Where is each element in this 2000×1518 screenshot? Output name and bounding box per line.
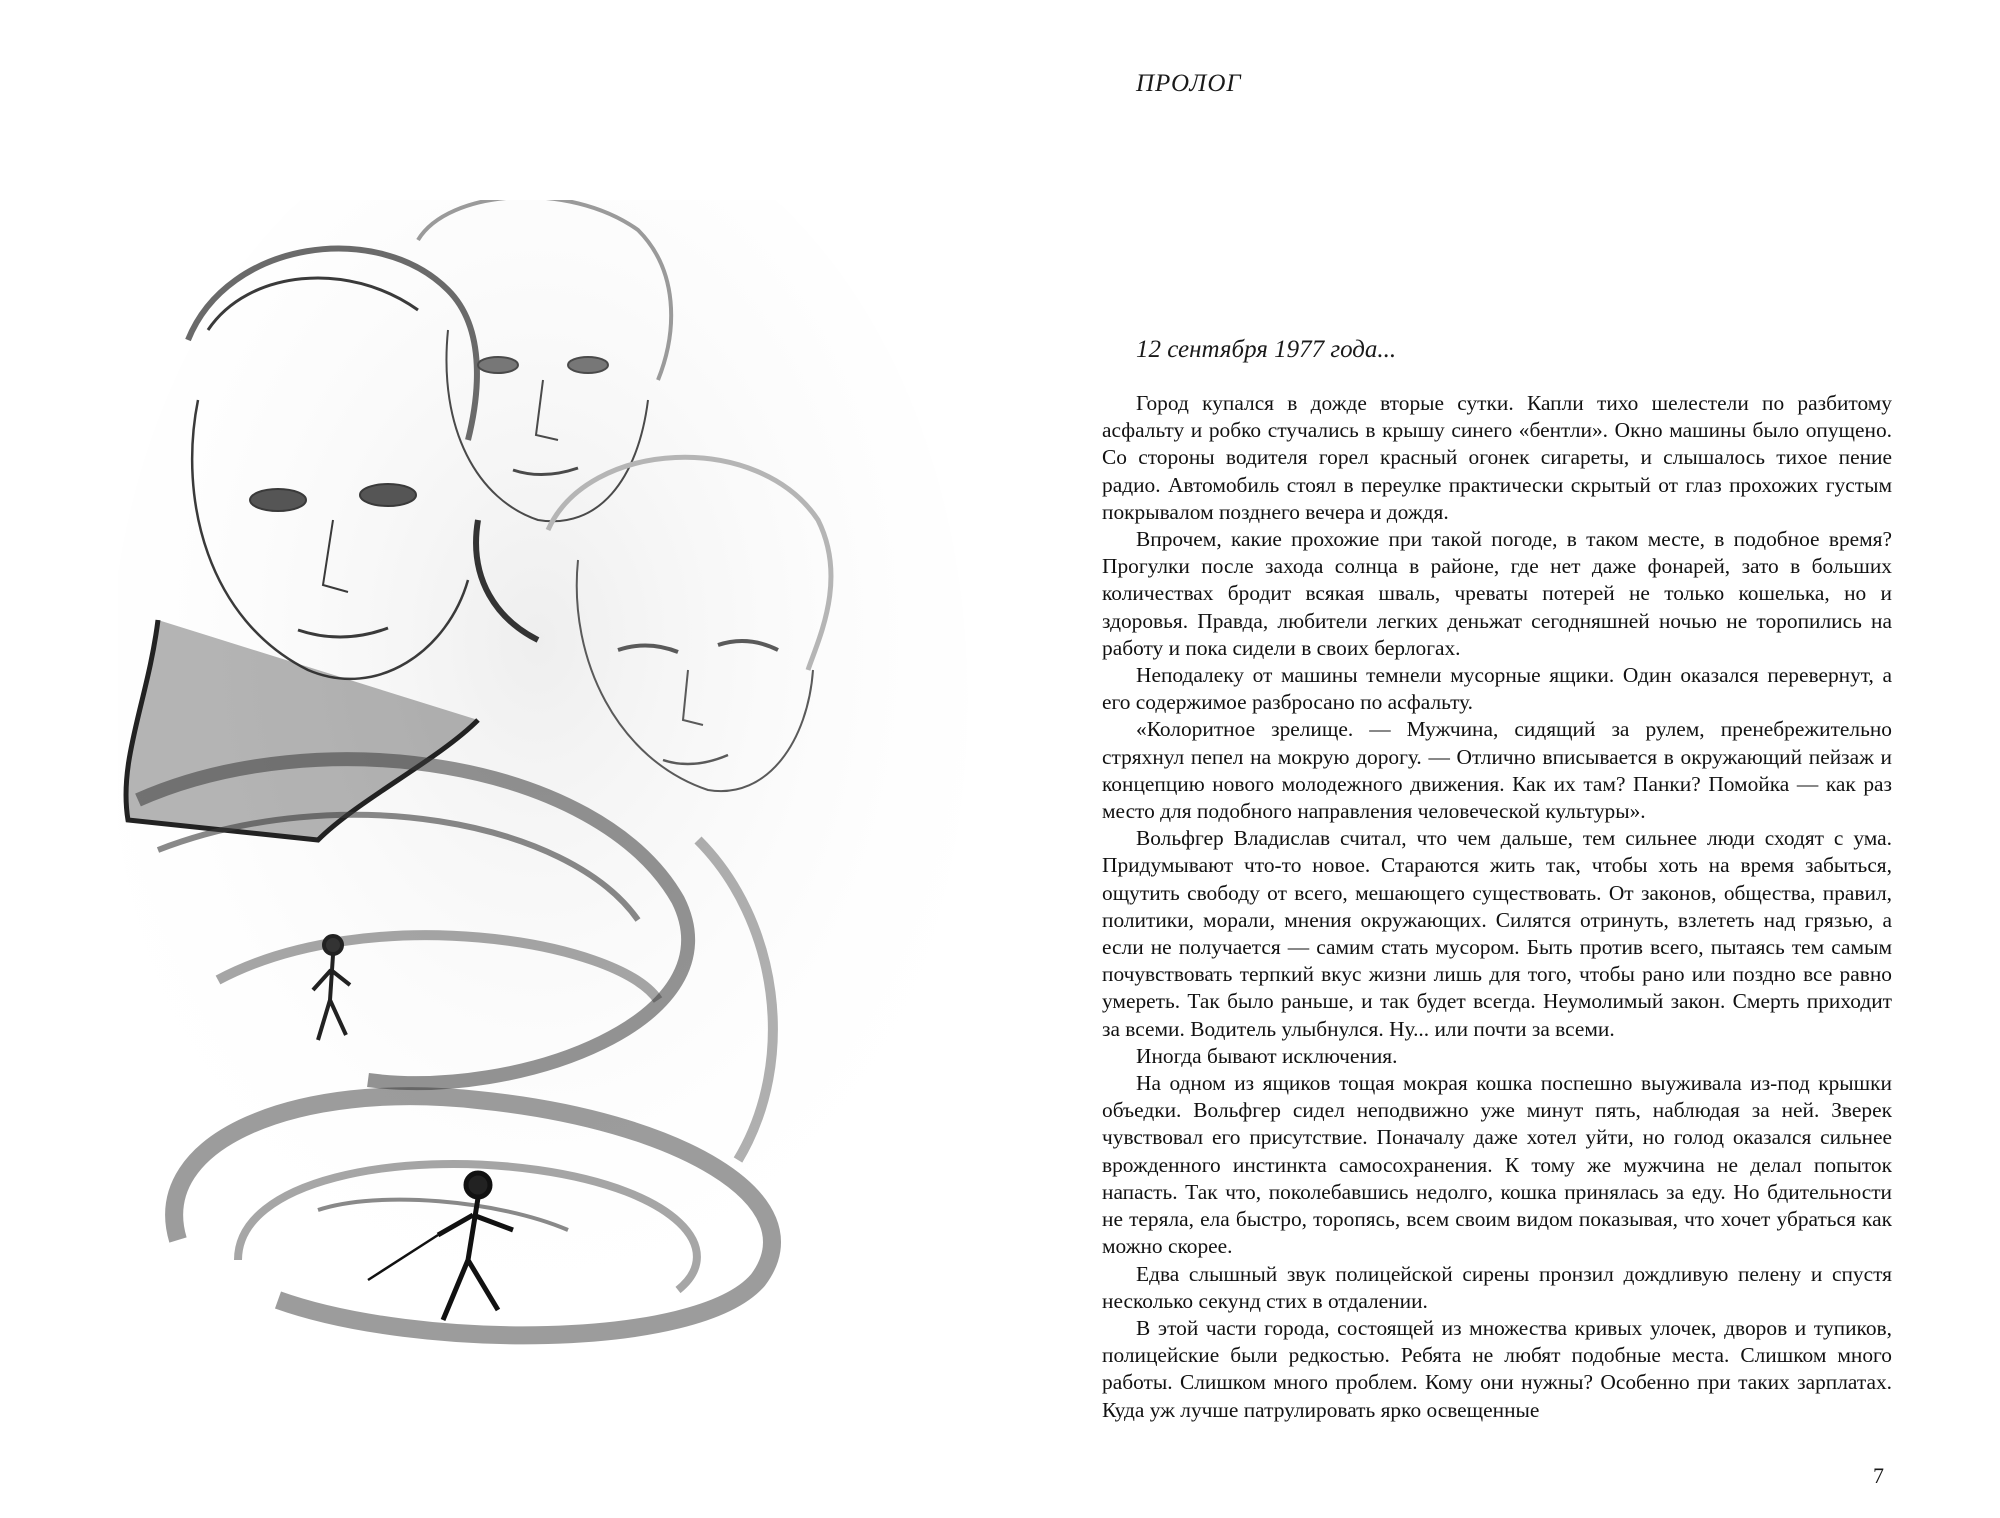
- paragraph: Иногда бывают исключения.: [1136, 1043, 1398, 1068]
- paragraph: Едва слышный звук полицейской сирены пронзил дождливую пелену и спустя несколько секунд стих в отдалении.: [1102, 1261, 1892, 1313]
- illustration-image: [118, 200, 978, 1375]
- page-number: 7: [1873, 1463, 1884, 1488]
- paragraph: На одном из ящиков тощая мокрая кошка поспешно выуживала из-под крышки объедки. Вольфгер сидел неподвижно уже минут пять, наблюдая за ней. Зверек чувствовал его присутствие. Поначалу даже хотел уйти, но голод оказался сильнее врожденного инстинкта самосохранения. К тому же мужчина не делал попыток напасть. Так что, поколебавшись недолго, кошка принялась за еду. Но бдительности не теряла, ела быстро, торопясь, всем своим видом показывая, что хочет убраться как можно скорее.: [1102, 1071, 1892, 1259]
- paragraph: Вольфгер Владислав считал, что чем дальше, тем сильнее люди сходят с ума. Придумывают что-то новое. Стараются жить так, чтобы хоть на время забыться, ощутить свободу от всего, мешающего существовать. От законов, общества, правил, политики, морали, мнения окружающих. Силятся отринуть, взлететь над грязью, а если не получается — самим стать мусором. Быть против всего, пытаясь тем самым почувствовать терпкий вкус жизни лишь для того, чтобы рано или поздно все равно умереть. Так было раньше, и так будет всегда. Неумолимый закон. Смерть приходит за всеми. Водитель улыбнулся. Ну... или почти за всеми.: [1102, 826, 1892, 1041]
- paragraph: Неподалеку от машины темнели мусорные ящики. Один оказался перевернут, а его содержимое разбросано по асфальту.: [1102, 663, 1892, 715]
- body-text: [1102, 390, 1892, 1424]
- date-line: 12 сентября 1977 года...: [1136, 336, 1397, 363]
- chapter-title: ПРОЛОГ: [1136, 70, 1242, 97]
- paragraph: Впрочем, какие прохожие при такой погоде, в таком месте, в подобное время? Прогулки после захода солнца в районе, где нет даже фонарей, зато в больших количествах бродит всякая шваль, чреваты потерей не только кошелька, но и здоровья. Правда, любители легких деньжат сегодняшней ночью не торопились на работу и пока сидели в своих берлогах.: [1102, 527, 1892, 660]
- paragraph: В этой части города, состоящей из множества кривых улочек, дворов и тупиков, полицейские были редкостью. Ребята не любят подобные места. Слишком много работы. Слишком много проблем. Кому они нужны? Особенно при таких зарплатах. Куда уж лучше патрулировать ярко освещенные: [1102, 1315, 1892, 1422]
- paragraph: Город купался в дожде вторые сутки. Капли тихо шелестели по разбитому асфальту и робко стучались в крышу синего «бентли». Окно машины было опущено. Со стороны водителя горел красный огонек сигареты, и слышалось тихое пение радио. Автомобиль стоял в переулке практически скрытый от глаз прохожих густым покрывалом позднего вечера и дождя.: [1102, 391, 1892, 524]
- paragraph: «Колоритное зрелище. — Мужчина, сидящий за рулем, пренебрежительно стряхнул пепел на мокрую дорогу. — Отлично вписывается в окружающий пейзаж и концепцию нового молодежного движения. Как их там? Панки? Помойка — как раз место для подобного направления человеческой культуры».: [1102, 717, 1892, 824]
